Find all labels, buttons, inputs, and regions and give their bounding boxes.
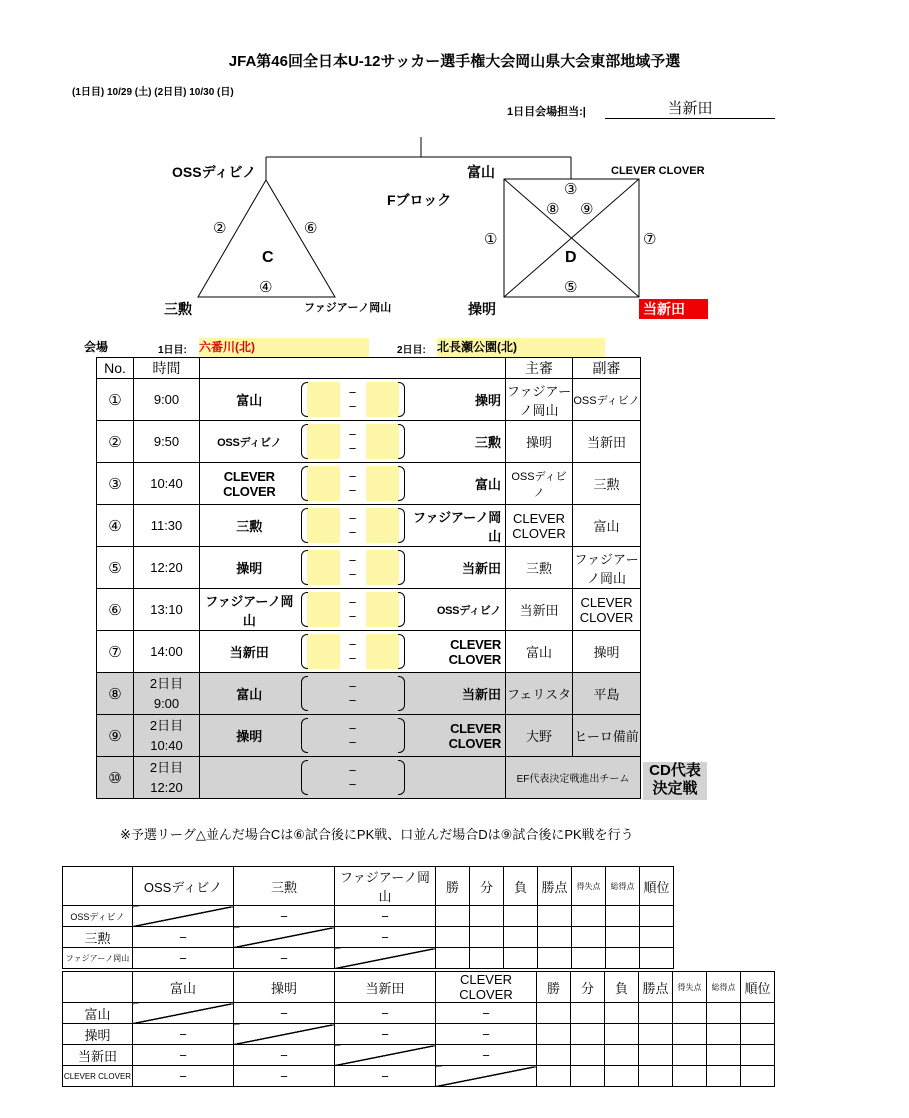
match-time: 11:30 — [134, 505, 200, 547]
standings-stat-header: 勝点 — [538, 867, 572, 906]
match-time-value: 12:20 — [150, 779, 183, 795]
standings-stat-header: 総得点 — [707, 972, 741, 1003]
result-cell: − — [335, 1066, 436, 1087]
standings-stat-header: 勝 — [537, 972, 571, 1003]
score-dash: − — [348, 721, 357, 736]
stat-cell — [707, 1003, 741, 1024]
block-label: Fブロック — [387, 192, 452, 208]
stat-cell — [538, 927, 572, 948]
stat-cell — [606, 927, 640, 948]
match-number: ② — [97, 421, 134, 463]
match-1-marker: ① — [484, 231, 498, 248]
stat-cell — [436, 906, 470, 927]
result-cell: − — [133, 927, 234, 948]
home-team: 操明 — [200, 547, 299, 589]
score-dash: − — [348, 595, 357, 610]
result-cell: − — [133, 1066, 234, 1087]
match-8-marker: ⑧ — [546, 201, 560, 218]
main-referee: CLEVER CLOVER — [506, 505, 573, 547]
main-referee: フェリスタ — [506, 673, 573, 715]
result-cell: − — [335, 1003, 436, 1024]
schedule-row — [97, 631, 641, 673]
stat-cell — [606, 906, 640, 927]
stat-cell — [572, 906, 606, 927]
tiebreak-note: ※予選リーグ△並んだ場合Cは⑥試合後にPK戦、口並んだ場合Dは⑨試合後にPK戦を行う — [120, 827, 634, 842]
match-number: ⑨ — [97, 715, 134, 757]
match-6-marker: ⑥ — [304, 220, 318, 237]
score-dash: − — [348, 385, 357, 400]
score-dash: − — [348, 735, 357, 750]
result-cell: − — [133, 1045, 234, 1066]
stat-cell — [606, 948, 640, 969]
stat-cell — [605, 1024, 639, 1045]
stat-cell — [707, 1045, 741, 1066]
standings-stat-header: 得失点 — [572, 867, 606, 906]
group-c-team-fagiano: ファジアーノ岡山 — [304, 302, 392, 314]
score-cell — [299, 715, 407, 757]
day1-label: 1日目: — [158, 345, 187, 356]
sub-referee: CLEVER CLOVER — [573, 589, 641, 631]
result-cell: − — [335, 1024, 436, 1045]
sub-referee: 三勲 — [573, 463, 641, 505]
diagonal-cell — [133, 1003, 234, 1024]
stat-cell — [470, 906, 504, 927]
score-dash: − — [348, 763, 357, 778]
score-dash: − — [348, 441, 357, 456]
away-team: 三勲 — [407, 421, 506, 463]
result-cell: − — [133, 948, 234, 969]
group-d-team-tomiyama: 富山 — [467, 164, 495, 180]
venue-label: 会場 — [84, 340, 109, 354]
score-cell — [299, 379, 407, 421]
standings-row — [63, 948, 674, 969]
diagonal-cell — [335, 1045, 436, 1066]
main-referee: 三勲 — [506, 547, 573, 589]
score-dash: − — [348, 469, 357, 484]
standings-table-group-c — [62, 866, 674, 969]
main-referee: 富山 — [506, 631, 573, 673]
match-day: 2日目 — [149, 759, 184, 775]
match-day: 2日目 — [149, 675, 184, 691]
score-dash: − — [348, 567, 357, 582]
score-dash: − — [348, 679, 357, 694]
standings-table-group-d — [62, 971, 775, 1087]
standings-team-header: 三勲 — [234, 867, 335, 906]
stat-cell — [571, 1003, 605, 1024]
col-header-time: 時間 — [134, 358, 200, 379]
away-team: 操明 — [407, 379, 506, 421]
standings-stat-header: 分 — [571, 972, 605, 1003]
standings-stat-header: 勝点 — [639, 972, 673, 1003]
referee-merged: EF代表決定戦進出チーム — [506, 757, 641, 799]
match-number: ④ — [97, 505, 134, 547]
result-cell: − — [234, 948, 335, 969]
stat-cell — [436, 948, 470, 969]
standings-stat-header: 負 — [605, 972, 639, 1003]
score-cell — [299, 547, 407, 589]
result-cell: − — [234, 906, 335, 927]
sub-referee: 操明 — [573, 631, 641, 673]
diagonal-cell — [133, 906, 234, 927]
stat-cell — [640, 927, 674, 948]
standings-team-name: OSSディビノ — [63, 906, 133, 927]
stat-cell — [741, 1045, 775, 1066]
schedule-row — [97, 463, 641, 505]
stat-cell — [537, 1066, 571, 1087]
match-time: 13:10 — [134, 589, 200, 631]
result-cell: − — [436, 1003, 537, 1024]
score-cell — [299, 673, 407, 715]
stat-cell — [605, 1003, 639, 1024]
stat-cell — [605, 1045, 639, 1066]
standings-row — [63, 1066, 775, 1087]
sub-referee: ヒーロ備前 — [573, 715, 641, 757]
score-cell — [299, 757, 407, 799]
standings-row — [63, 1024, 775, 1045]
standings-stat-header: 順位 — [741, 972, 775, 1003]
match-number: ⑥ — [97, 589, 134, 631]
standings-row — [63, 927, 674, 948]
stat-cell — [639, 1066, 673, 1087]
schedule-row — [97, 505, 641, 547]
stat-cell — [673, 1066, 707, 1087]
stat-cell — [470, 927, 504, 948]
stat-cell — [640, 948, 674, 969]
match-time: 9:50 — [134, 421, 200, 463]
stat-cell — [537, 1045, 571, 1066]
stat-cell — [470, 948, 504, 969]
away-team — [407, 757, 506, 799]
schedule-row — [97, 589, 641, 631]
col-header-main-ref: 主審 — [506, 358, 573, 379]
match-number: ③ — [97, 463, 134, 505]
venue-manager-label: 1日目会場担当:| — [507, 106, 586, 118]
bracket-diagram — [0, 0, 909, 340]
score-dash: − — [348, 427, 357, 442]
stat-cell — [538, 948, 572, 969]
schedule-row — [97, 547, 641, 589]
standings-team-name: CLEVER CLOVER — [63, 1066, 133, 1087]
match-day: 2日目 — [149, 717, 184, 733]
stat-cell — [673, 1045, 707, 1066]
main-referee: 大野 — [506, 715, 573, 757]
result-cell: − — [436, 1024, 537, 1045]
match-time-value: 9:00 — [153, 695, 180, 711]
stat-cell — [572, 948, 606, 969]
schedule-row — [97, 715, 641, 757]
away-team: CLEVER CLOVER — [407, 715, 506, 757]
standings-stat-header: 負 — [504, 867, 538, 906]
standings-team-header: 富山 — [133, 972, 234, 1003]
diagonal-cell — [436, 1066, 537, 1087]
tournament-dates: (1日目) 10/29 (土) (2日目) 10/30 (日) — [72, 87, 234, 98]
away-team: 当新田 — [407, 673, 506, 715]
cd-final-label: CD代表 決定戦 — [643, 762, 707, 800]
standings-team-name: 三勲 — [63, 927, 133, 948]
standings-stat-header: 分 — [470, 867, 504, 906]
match-number: ⑦ — [97, 631, 134, 673]
match-time: 14:00 — [134, 631, 200, 673]
score-cell — [299, 463, 407, 505]
standings-team-header: 当新田 — [335, 972, 436, 1003]
standings-row — [63, 906, 674, 927]
sub-referee: ファジアーノ岡山 — [573, 547, 641, 589]
score-dash: − — [348, 483, 357, 498]
stat-cell — [571, 1024, 605, 1045]
stat-cell — [504, 906, 538, 927]
score-cell — [299, 505, 407, 547]
match-9-marker: ⑨ — [580, 201, 594, 218]
main-referee: 操明 — [506, 421, 573, 463]
away-team: CLEVER CLOVER — [407, 631, 506, 673]
stat-cell — [639, 1045, 673, 1066]
stat-cell — [537, 1003, 571, 1024]
schedule-row — [97, 379, 641, 421]
result-cell: − — [436, 1045, 537, 1066]
home-team: CLEVER CLOVER — [200, 463, 299, 505]
result-cell: − — [234, 1045, 335, 1066]
home-team: 富山 — [200, 379, 299, 421]
stat-cell — [673, 1003, 707, 1024]
stat-cell — [741, 1024, 775, 1045]
match-number: ① — [97, 379, 134, 421]
stat-cell — [504, 948, 538, 969]
score-cell — [299, 589, 407, 631]
page-title: JFA第46回全日本U-12サッカー選手権大会岡山県大会東部地域予選 — [228, 53, 681, 70]
sub-referee: 富山 — [573, 505, 641, 547]
away-team: OSSディビノ — [407, 589, 506, 631]
match-time — [134, 715, 200, 757]
day2-label: 2日目: — [397, 345, 426, 356]
venue-manager-name: 当新田 — [605, 97, 775, 119]
match-time — [134, 757, 200, 799]
standings-team-name: 富山 — [63, 1003, 133, 1024]
standings-header-row — [63, 972, 775, 1003]
stat-cell — [436, 927, 470, 948]
away-team: ファジアーノ岡山 — [407, 505, 506, 547]
score-dash: − — [348, 637, 357, 652]
match-3-marker: ③ — [564, 181, 578, 198]
score-dash: − — [348, 651, 357, 666]
score-dash: − — [348, 553, 357, 568]
stat-cell — [605, 1066, 639, 1087]
result-cell: − — [335, 906, 436, 927]
match-number: ⑤ — [97, 547, 134, 589]
stat-cell — [572, 927, 606, 948]
home-team: 操明 — [200, 715, 299, 757]
stat-cell — [639, 1003, 673, 1024]
score-cell — [299, 631, 407, 673]
stat-cell — [571, 1045, 605, 1066]
stat-cell — [538, 906, 572, 927]
group-c-label: C — [262, 249, 274, 266]
score-dash: − — [348, 693, 357, 708]
match-2-marker: ② — [213, 220, 227, 237]
diagonal-cell — [234, 1024, 335, 1045]
score-dash: − — [348, 399, 357, 414]
day1-venue: 六番川(北) — [199, 338, 369, 358]
group-c-team-sankun: 三勲 — [164, 301, 192, 317]
standings-team-header: ファジアーノ岡山 — [335, 867, 436, 906]
standings-team-header: 操明 — [234, 972, 335, 1003]
schedule-row — [97, 757, 641, 799]
standings-team-name: 操明 — [63, 1024, 133, 1045]
home-team: 当新田 — [200, 631, 299, 673]
main-referee: 当新田 — [506, 589, 573, 631]
match-schedule-table — [96, 357, 641, 799]
sub-referee: 平島 — [573, 673, 641, 715]
match-time — [134, 673, 200, 715]
result-cell: − — [335, 927, 436, 948]
result-cell: − — [234, 1066, 335, 1087]
day2-venue: 北長瀬公園(北) — [437, 338, 605, 358]
stat-cell — [707, 1066, 741, 1087]
standings-row — [63, 1003, 775, 1024]
schedule-row — [97, 421, 641, 463]
main-referee: OSSディビノ — [506, 463, 573, 505]
standings-row — [63, 1045, 775, 1066]
match-5-marker: ⑤ — [564, 279, 578, 296]
group-d-team-clever: CLEVER CLOVER — [611, 165, 705, 177]
match-time: 12:20 — [134, 547, 200, 589]
home-team: ファジアーノ岡山 — [200, 589, 299, 631]
standings-team-header: OSSディビノ — [133, 867, 234, 906]
schedule-row — [97, 673, 641, 715]
stat-cell — [639, 1024, 673, 1045]
standings-stat-header: 勝 — [436, 867, 470, 906]
match-4-marker: ④ — [259, 279, 273, 296]
score-dash: − — [348, 525, 357, 540]
stat-cell — [504, 927, 538, 948]
diagonal-cell — [335, 948, 436, 969]
home-team: 三勲 — [200, 505, 299, 547]
score-dash: − — [348, 609, 357, 624]
match-number: ⑧ — [97, 673, 134, 715]
main-referee: ファジアーノ岡山 — [506, 379, 573, 421]
result-cell: − — [133, 1024, 234, 1045]
stat-cell — [640, 906, 674, 927]
home-team: OSSディビノ — [200, 421, 299, 463]
stat-cell — [537, 1024, 571, 1045]
standings-stat-header: 総得点 — [606, 867, 640, 906]
result-cell: − — [234, 1003, 335, 1024]
stat-cell — [571, 1066, 605, 1087]
away-team: 当新田 — [407, 547, 506, 589]
stat-cell — [673, 1024, 707, 1045]
group-c-team-oss: OSSディビノ — [172, 164, 257, 180]
home-team: 富山 — [200, 673, 299, 715]
standings-team-name: ファジアーノ岡山 — [63, 948, 133, 969]
sub-referee: OSSディビノ — [573, 379, 641, 421]
away-team: 富山 — [407, 463, 506, 505]
match-7-marker: ⑦ — [643, 231, 657, 248]
stat-cell — [741, 1066, 775, 1087]
standings-stat-header: 順位 — [640, 867, 674, 906]
group-d-label: D — [565, 249, 577, 266]
score-dash: − — [348, 511, 357, 526]
group-d-team-soumei: 操明 — [468, 301, 496, 317]
match-number: ⑩ — [97, 757, 134, 799]
match-time: 10:40 — [134, 463, 200, 505]
sub-referee: 当新田 — [573, 421, 641, 463]
col-header-sub-ref: 副審 — [573, 358, 641, 379]
match-time-value: 10:40 — [150, 737, 183, 753]
group-d-team-toshinden: 当新田 — [639, 299, 708, 319]
score-dash: − — [348, 777, 357, 792]
standings-team-name: 当新田 — [63, 1045, 133, 1066]
standings-team-header: CLEVER CLOVER — [436, 972, 537, 1003]
match-time: 9:00 — [134, 379, 200, 421]
stat-cell — [707, 1024, 741, 1045]
standings-header-row — [63, 867, 674, 906]
home-team — [200, 757, 299, 799]
stat-cell — [741, 1003, 775, 1024]
col-header-no: No. — [97, 358, 134, 379]
standings-stat-header: 得失点 — [673, 972, 707, 1003]
score-cell — [299, 421, 407, 463]
diagonal-cell — [234, 927, 335, 948]
